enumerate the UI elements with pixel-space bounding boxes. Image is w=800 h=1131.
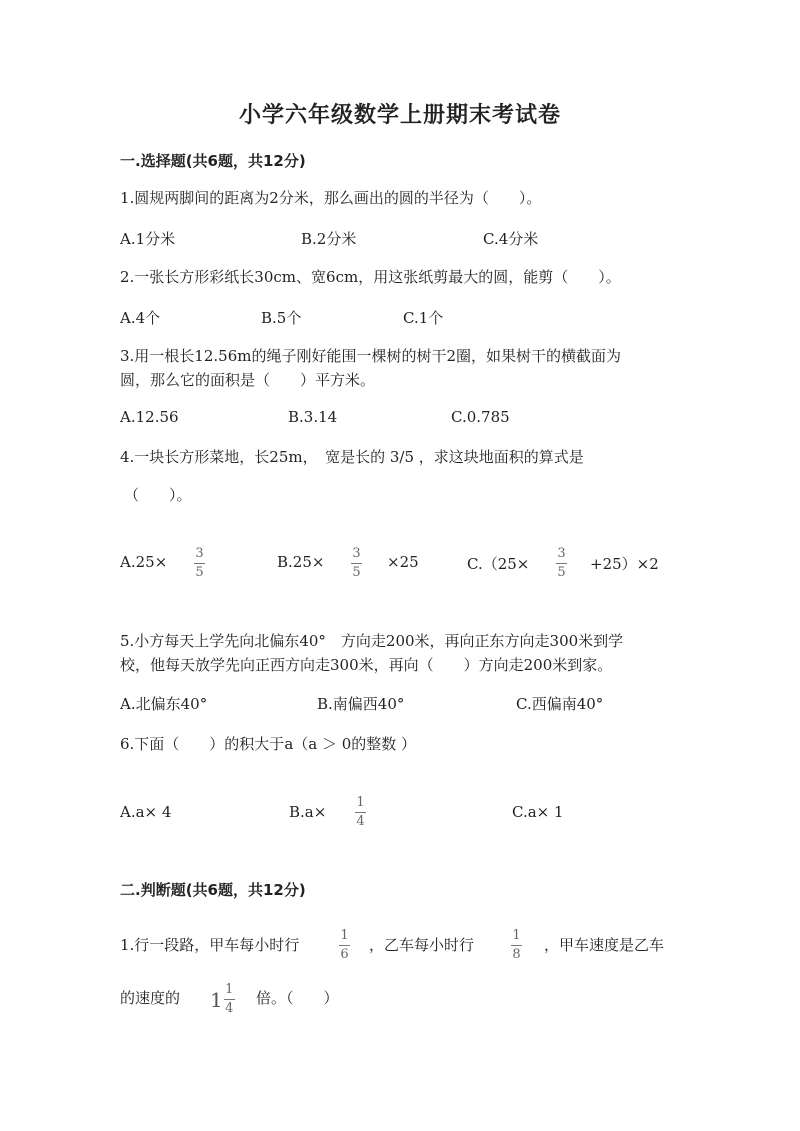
question-4-line-2: （ ）。 [124, 486, 192, 504]
section-heading-judgment: 二.判断题(共6题，共12分) [120, 881, 306, 899]
mixed-number-fraction [224, 983, 235, 1016]
fraction-denominator: 8 [512, 947, 521, 962]
question-6-option-b: B.a× [289, 803, 327, 821]
fraction-denominator: 5 [557, 565, 566, 580]
question-2-option-a: A.4个 [120, 309, 161, 327]
question-5-line-1: 5.小方每天上学先向北偏东40° 方向走200米，再向正东方向走300米到学 [120, 632, 624, 650]
judgment-1-mixed-number [210, 983, 235, 1016]
question-6-option-c: C.a× 1 [512, 803, 564, 821]
question-3-option-b: B.3.14 [288, 408, 338, 426]
fraction-bar [339, 945, 350, 946]
judgment-1-part-3: ，甲车速度是乙车 [544, 936, 665, 954]
question-5-option-a: A.北偏东40° [120, 695, 208, 713]
judgment-1-part-1: 1.行一段路，甲车每小时行 [120, 936, 300, 954]
question-1-option-a: A.1分米 [120, 230, 176, 248]
question-6-option-a: A.a× 4 [120, 803, 172, 821]
question-4-option-a: A.25× [120, 553, 168, 571]
question-3-option-a: A.12.56 [120, 408, 179, 426]
question-4-option-c: C.（25× [467, 555, 530, 573]
judgment-1-part-2: ，乙车每小时行 [369, 936, 475, 954]
question-3-option-c: C.0.785 [451, 408, 510, 426]
fraction-denominator: 5 [352, 565, 361, 580]
question-3-line-2: 圆，那么它的面积是（ ）平方米。 [120, 371, 376, 389]
section-heading-choice: 一.选择题(共6题，共12分) [120, 152, 306, 170]
fraction-bar [355, 812, 366, 813]
question-5-option-c: C.西偏南40° [516, 695, 604, 713]
fraction-numerator: 1 [340, 928, 349, 943]
question-5-option-b: B.南偏西40° [317, 695, 405, 713]
fraction-numerator: 1 [512, 928, 521, 943]
fraction-numerator: 3 [557, 546, 566, 561]
question-4-option-b: B.25× [277, 553, 325, 571]
question-5-line-2: 校，他每天放学先向正西方向走300米，再向（ ）方向走200米到家。 [120, 656, 613, 674]
fraction-bar [511, 945, 522, 946]
question-4-line-1: 4.一块长方形菜地，长25m， 宽是长的 3/5 ，求这块地面积的算式是 [120, 448, 584, 466]
fraction-denominator: 5 [195, 565, 204, 580]
fraction-denominator: 4 [356, 814, 365, 829]
question-4-option-b-suffix: ×25 [387, 553, 419, 571]
question-4-option-c-suffix: +25）×2 [590, 555, 659, 573]
fraction-bar [556, 563, 567, 564]
question-2-option-b: B.5个 [261, 309, 302, 327]
question-1-text: 1.圆规两脚间的距离为2分米，那么画出的圆的半径为（ ）。 [120, 189, 542, 207]
question-4-option-b-fraction [351, 547, 362, 580]
fraction-numerator: 1 [356, 795, 365, 810]
fraction-numerator: 3 [352, 546, 361, 561]
question-2-text: 2.一张长方形彩纸长30cm、宽6cm，用这张纸剪最大的圆，能剪（ ）。 [120, 268, 621, 286]
question-2-option-c: C.1个 [403, 309, 444, 327]
question-4-option-c-fraction [556, 547, 567, 580]
fraction-bar [224, 999, 235, 1000]
judgment-1-part-4: 的速度的 [120, 989, 181, 1007]
fraction-denominator: 4 [225, 1001, 234, 1016]
question-6-text: 6.下面（ ）的积大于a（a ＞ 0的整数 ） [120, 735, 417, 753]
question-4-option-a-fraction [194, 547, 205, 580]
fraction-numerator: 3 [195, 546, 204, 561]
mixed-number-whole: 1 [210, 987, 223, 1012]
question-1-option-b: B.2分米 [301, 230, 357, 248]
question-3-line-1: 3.用一根长12.56m的绳子刚好能围一棵树的树干2圈，如果树干的横截面为 [120, 347, 622, 365]
fraction-bar [194, 563, 205, 564]
question-1-option-c: C.4分米 [483, 230, 539, 248]
judgment-1-fraction-1 [339, 929, 350, 962]
page-title: 小学六年级数学上册期末考试卷 [238, 103, 561, 128]
fraction-bar [351, 563, 362, 564]
fraction-numerator: 1 [225, 982, 234, 997]
judgment-1-part-5: 倍。（ ） [256, 989, 339, 1007]
fraction-denominator: 6 [340, 947, 349, 962]
question-6-option-b-fraction [355, 796, 366, 829]
judgment-1-fraction-2 [511, 929, 522, 962]
